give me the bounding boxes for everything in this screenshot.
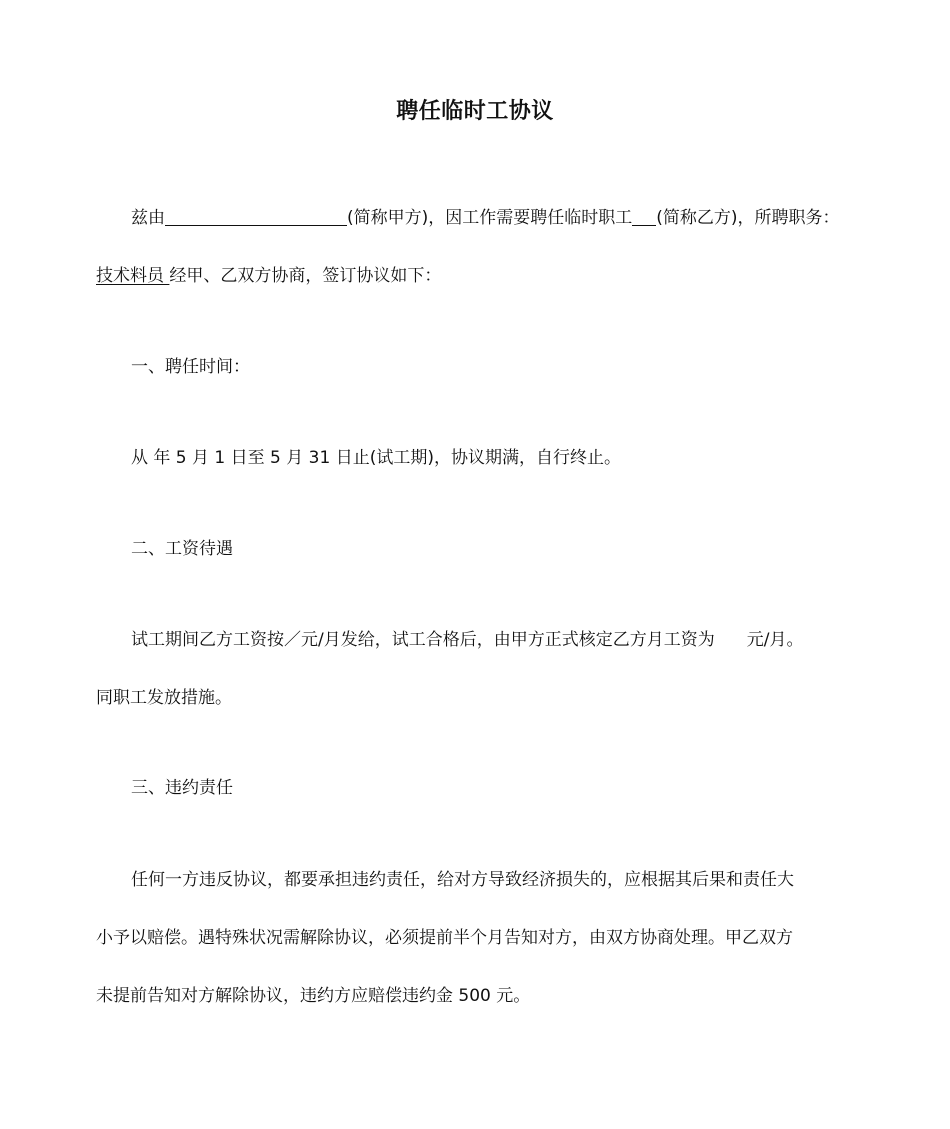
section2-body-line-2: 同职工发放措施。 xyxy=(96,688,232,708)
intro-after-position: 经甲、乙双方协商，签订协议如下： xyxy=(169,266,442,286)
section2-body-part1: 试工期间乙方工资按／元/月发给，试工合格后，由甲方正式核定乙方月工资为 xyxy=(131,630,715,650)
section2-body-part2: 元/月。 xyxy=(746,630,804,650)
section3-body-line-3: 未提前告知对方解除协议，违约方应赔偿违约金 500 元。 xyxy=(96,986,531,1006)
section1-heading: 一、聘任时间： xyxy=(131,357,250,377)
intro-line-2 xyxy=(96,264,866,288)
party-a-note: (简称甲方)，因工作需要聘任临时职工 xyxy=(347,208,633,228)
party-a-blank xyxy=(165,207,347,226)
position-value: 技术料员 xyxy=(96,266,170,286)
party-b-note: (简称乙方)，所聘职务： xyxy=(656,208,840,228)
section2-heading: 二、工资待遇 xyxy=(131,539,233,559)
intro-line-1 xyxy=(96,206,901,230)
intro-prefix: 兹由 xyxy=(131,208,165,228)
section1-body: 从 年 5 月 1 日至 5 月 31 日止(试工期)，协议期满，自行终止。 xyxy=(131,448,621,468)
party-b-blank xyxy=(632,207,656,226)
section3-body-line-2: 小予以赔偿。遇特殊状况需解除协议，必须提前半个月告知对方，由双方协商处理。甲乙双方 xyxy=(96,928,793,948)
section3-body-line-1: 任何一方违反协议，都要承担违约责任，给对方导致经济损失的，应根据其后果和责任大 xyxy=(131,870,794,890)
section2-body-line-1 xyxy=(96,628,901,652)
section3-heading: 三、违约责任 xyxy=(131,778,233,798)
document-title: 聘任临时工协议 xyxy=(396,99,554,124)
